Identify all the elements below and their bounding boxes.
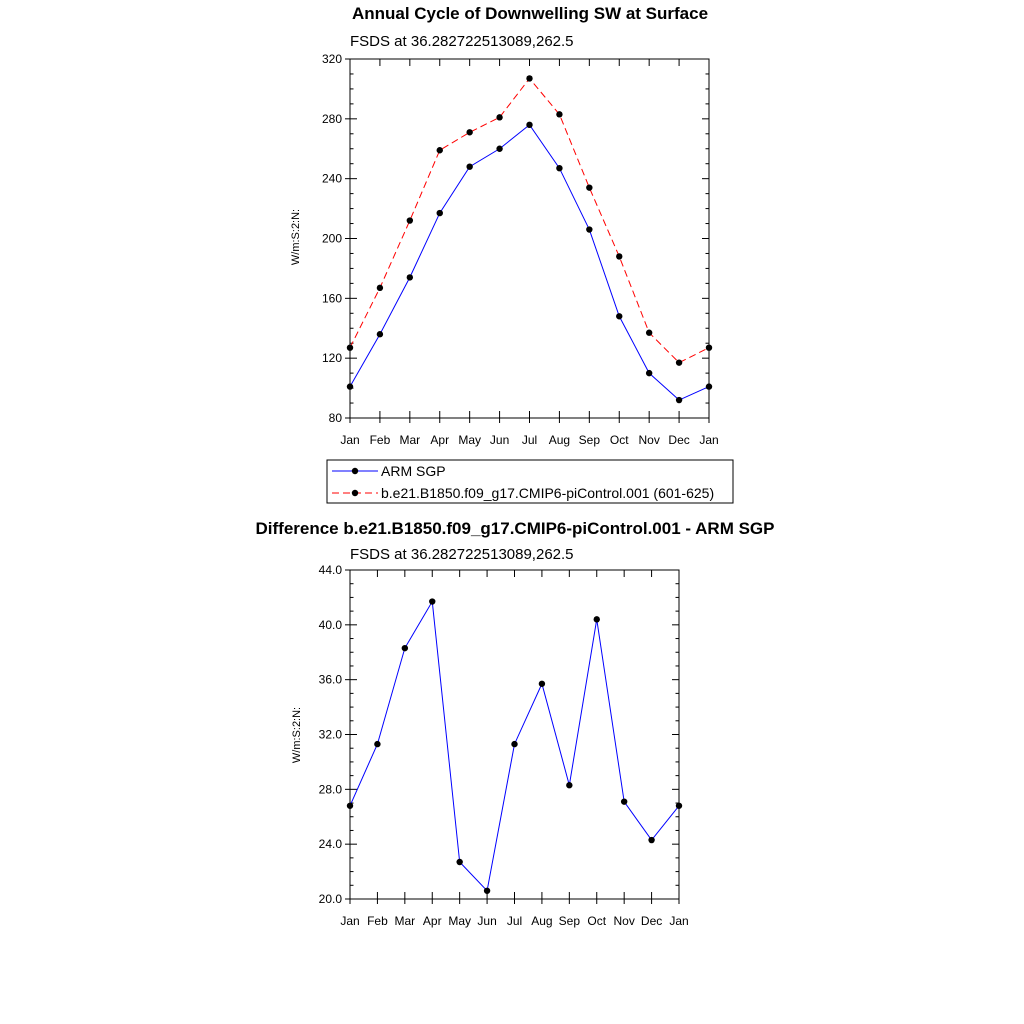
bottom-chart-x-tick-label: Oct [587, 914, 607, 928]
top-chart-series-0-point [556, 165, 562, 171]
bottom-chart-y-tick-label: 40.0 [318, 617, 342, 632]
top-chart-series-0-point [496, 146, 502, 152]
top-chart-frame [350, 59, 709, 418]
top-chart-series-1-line [350, 78, 709, 362]
top-chart-x-tick-label: Mar [399, 433, 421, 447]
bottom-chart-x-tick-label: Aug [531, 914, 553, 928]
top-chart-y-tick-label: 200 [321, 231, 342, 246]
top-chart-series-0-point [347, 383, 353, 389]
bottom-chart-plot [319, 563, 689, 928]
top-chart-series-1-point [377, 285, 383, 291]
top-chart-series-1-point [706, 344, 712, 350]
bottom-chart-frame [350, 570, 679, 899]
top-chart-series-1-point [407, 217, 413, 223]
top-chart-x-tick-label: Dec [668, 433, 690, 447]
top-chart-plot [322, 52, 719, 447]
top-chart-series-0-point [377, 331, 383, 337]
bottom-chart-x-tick-label: May [448, 914, 472, 928]
top-chart-x-tick-label: May [458, 433, 482, 447]
top-chart-x-tick-label: Nov [638, 433, 660, 447]
top-chart-series-1-point [466, 129, 472, 135]
top-chart-x-tick-label: Oct [609, 433, 629, 447]
bottom-chart-series-0-point [484, 888, 490, 894]
top-chart-y-axis-label: W/m:S:2:N: [290, 208, 302, 266]
top-chart-series-0-point [646, 370, 652, 376]
bottom-chart-series-0-point [456, 859, 462, 865]
top-chart-x-tick-label: Feb [369, 433, 391, 447]
top-chart-x-tick-label: Jan [699, 433, 719, 447]
top-chart-series-1-point [496, 114, 502, 120]
bottom-chart-x-tick-label: Nov [613, 914, 635, 928]
top-chart-series-1-point [676, 359, 682, 365]
top-chart-series-1-point [586, 184, 592, 190]
top-chart-series-0-point [676, 397, 682, 403]
legend-label-cesm: b.e21.B1850.f09_g17.CMIP6-piControl.001 (601-625) [381, 485, 715, 501]
top-chart-series-1-point [646, 330, 652, 336]
bottom-chart-x-tick-label: Jun [477, 914, 497, 928]
top-chart-x-tick-label: Jun [489, 433, 510, 447]
bottom-chart-x-tick-label: Apr [422, 914, 442, 928]
top-chart-series-0-point [407, 274, 413, 280]
top-chart-title: Annual Cycle of Downwelling SW at Surface [351, 4, 709, 23]
bottom-chart-x-tick-label: Dec [640, 914, 663, 928]
bottom-chart-y-tick-label: 36.0 [318, 672, 342, 687]
top-chart-series-0-point [706, 383, 712, 389]
bottom-chart-series-0-point [594, 616, 600, 622]
top-chart-series-0-point [526, 122, 532, 128]
top-chart-series-1-point [437, 147, 443, 153]
bottom-chart-title: Difference b.e21.B1850.f09_g17.CMIP6-piControl.001 - ARM SGP [255, 519, 775, 538]
top-chart-x-tick-label: Sep [578, 433, 601, 447]
top-chart-y-tick-label: 120 [321, 351, 342, 366]
bottom-chart-series-0-point [621, 798, 627, 804]
legend-marker-cesm [352, 490, 358, 496]
bottom-chart-series-0-point [539, 681, 545, 687]
bottom-chart-y-axis-label: W/m:S:2:N: [291, 706, 303, 764]
bottom-chart-x-tick-label: Jul [506, 914, 523, 928]
bottom-chart-series-0-point [429, 598, 435, 604]
bottom-chart-series-0-point [374, 741, 380, 747]
top-chart-x-tick-label: Jan [340, 433, 360, 447]
bottom-chart-subtitle: FSDS at 36.282722513089,262.5 [350, 546, 574, 563]
top-chart-series-1-point [347, 344, 353, 350]
bottom-chart-x-tick-label: Sep [558, 914, 581, 928]
bottom-chart-y-tick-label: 32.0 [318, 727, 342, 742]
bottom-chart-series-0-point [347, 803, 353, 809]
bottom-chart-y-tick-label: 44.0 [318, 563, 342, 577]
top-chart-subtitle: FSDS at 36.282722513089,262.5 [350, 33, 574, 50]
top-chart-y-tick-label: 280 [321, 111, 342, 126]
legend [327, 460, 733, 503]
legend-label-arm-sgp: ARM SGP [381, 463, 446, 479]
bottom-chart-x-tick-label: Mar [394, 914, 416, 928]
top-chart-series-0-point [437, 210, 443, 216]
top-chart-series-0-point [466, 164, 472, 170]
top-chart-series-1-point [556, 111, 562, 117]
legend-marker-arm-sgp [352, 468, 358, 474]
bottom-chart-series-0-point [402, 645, 408, 651]
top-chart-series-0-line [350, 125, 709, 400]
bottom-chart-series-0-point [566, 782, 572, 788]
bottom-chart-x-tick-label: Feb [367, 914, 388, 928]
bottom-chart-y-tick-label: 24.0 [318, 837, 342, 852]
top-chart-series-0-point [586, 226, 592, 232]
bottom-chart-x-tick-label: Jan [669, 914, 689, 928]
top-chart-series-1-point [616, 253, 622, 259]
bottom-chart-y-tick-label: 28.0 [318, 782, 342, 797]
top-chart-y-tick-label: 80 [328, 411, 342, 425]
top-chart-y-tick-label: 240 [321, 171, 342, 186]
top-chart-x-tick-label: Apr [430, 433, 450, 447]
top-chart-y-tick-label: 160 [321, 291, 342, 306]
top-chart-x-tick-label: Jul [521, 433, 538, 447]
bottom-chart-series-0-point [511, 741, 517, 747]
bottom-chart-series-0-point [676, 803, 682, 809]
bottom-chart-series-0-point [648, 837, 654, 843]
top-chart-y-tick-label: 320 [321, 52, 342, 66]
bottom-chart-y-tick-label: 20.0 [318, 892, 342, 906]
top-chart-x-tick-label: Aug [548, 433, 571, 447]
bottom-chart-x-tick-label: Jan [340, 914, 360, 928]
top-chart-series-1-point [526, 75, 532, 81]
top-chart-series-0-point [616, 313, 622, 319]
